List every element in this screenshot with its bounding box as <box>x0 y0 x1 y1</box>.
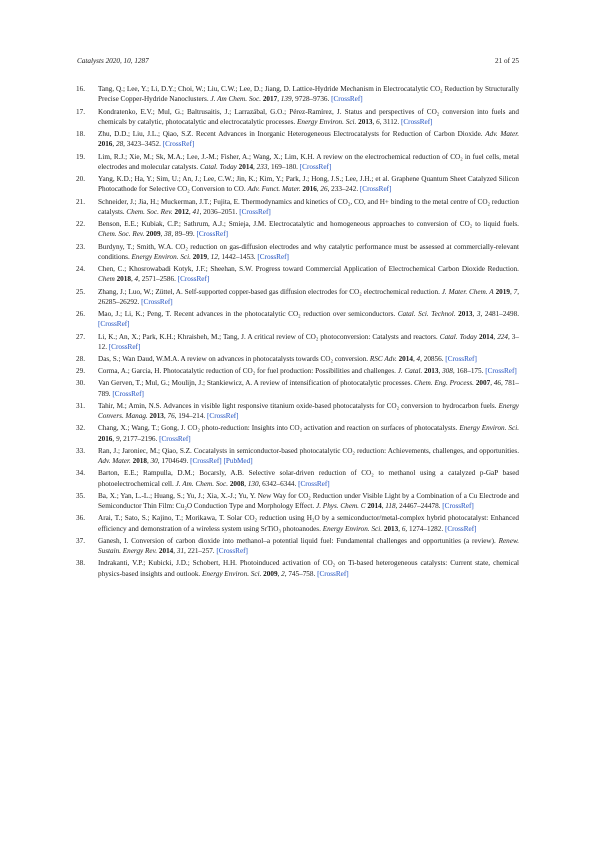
reference-pages: , 9728–9736. <box>291 95 332 104</box>
reference-pages: , 89–99. <box>171 230 197 239</box>
reference-authors: Yang, K.D.; Ha, Y.; Sim, U.; An, J.; Lee, C.W.; Jin, K.; Kim, Y.; Park, J.; Hong, J.S.; Lee, J.H.; et al. <box>98 175 392 183</box>
reference-year: 2009 <box>146 230 161 239</box>
reference-authors: Schneider, J.; Jia, H.; Muckerman, J.T.; Fujita, E. <box>98 197 242 206</box>
reference-volume: 6 <box>376 117 380 126</box>
reference-volume: 233 <box>256 162 268 171</box>
reference-authors: Mao, J.; Li, K.; Peng, T. <box>98 310 174 318</box>
reference-authors: Ran, J.; Jaroniec, M.; Qiao, S.Z. <box>98 446 194 455</box>
reference-pages: , 221–257. <box>184 547 217 556</box>
reference-number: 36. <box>76 514 85 523</box>
reference-item: 25. Zhang, J.; Luo, W.; Züttel, A. Self-supported copper-based gas diffusion electrodes for CO₂ electrochemical reduction. J. Mater. Chem. A 2019, 7, 26285–26292. [CrossRef] <box>76 287 520 306</box>
reference-volume: 7 <box>513 287 518 296</box>
journal-name: Catalysts <box>77 57 104 65</box>
reference-item: 36. Arai, T.; Sato, S.; Kajino, T.; Morikawa, T. Solar CO₂ reduction using H₂O by a semiconductor/metal-complex hybrid photocatalyst: Enhanced efficiency and demonstration of a wireless system using SrTiO₃ photoanodes. Energy Environ. Sci. 2013, 6, 1274–1282. [CrossRef] <box>76 514 519 533</box>
reference-year: 2017 <box>262 95 278 104</box>
reference-title: Advances in visible light responsive titanium oxide-based photocatalysts for CO₂ conversion to hydrocarbon fuels. <box>163 401 499 410</box>
crossref-link[interactable]: [CrossRef] <box>159 434 191 443</box>
reference-item: 34. Barton, E.E.; Rampulla, D.M.; Bocarsly, A.B. Selective solar-driven reduction of CO₂ to methanol using a catalyzed p-GaP based photoelectrochemical cell. J. Am. Chem. Soc. 2008, 130, 6342–6344. [CrossRef] <box>76 469 519 488</box>
reference-number: 22. <box>76 220 85 228</box>
reference-year: 2013 <box>149 412 164 421</box>
reference-item: 24. Chen, C.; Khosrowabadi Kotyk, J.F.; Sheehan, S.W. Progress toward Commercial Application of Electrochemical Carbon Dioxide Reduction. Chem 2018, 4, 2571–2586. [CrossRef] <box>76 265 519 284</box>
reference-year: 2014 <box>238 162 254 171</box>
reference-item: 30. Van Gerven, T.; Mul, G.; Moulijn, J.; Stankiewicz, A. A review of intensification of photocatalytic processes. Chem. Eng. Process. 2007, 46, 781–789. [CrossRef] <box>76 379 520 398</box>
reference-number: 23. <box>76 242 85 251</box>
reference-number: 37. <box>76 536 85 545</box>
reference-authors: Ba, X.; Yan, L.-L.; Huang, S.; Yu, J.; Xia, X.-J.; Yu, Y. <box>98 491 258 500</box>
crossref-link[interactable]: [CrossRef] <box>141 297 173 306</box>
reference-journal: RSC Adv. <box>369 355 397 363</box>
reference-title: Conversion of carbon dioxide into methanol–a potential liquid fuel: Fundamental challenges and opportunities (a review). <box>131 536 499 545</box>
reference-item: 37. Ganesh, I. Conversion of carbon dioxide into methanol–a potential liquid fuel: Fundamental challenges and opportunities (a review). Renew. Sustain. Energy Rev. 2014, 31, 221–257. [CrossRef] <box>76 536 520 556</box>
crossref-link[interactable]: [CrossRef] <box>190 457 222 466</box>
reference-number: 32. <box>76 424 85 433</box>
crossref-link[interactable]: [CrossRef] <box>298 479 330 488</box>
reference-authors: Benson, E.E.; Kubiak, C.P.; Sathrum, A.J.; Smieja, J.M. <box>98 220 269 228</box>
reference-pages: , 1704649. <box>157 457 191 466</box>
reference-title: Photocatalytic reduction of CO₂ for fuel production: Possibilities and challenges. <box>163 367 398 376</box>
reference-pages: , 168–175. <box>452 367 486 376</box>
reference-pages: , 24467–24478. <box>395 502 443 511</box>
reference-pages: , 194–214. <box>174 412 208 421</box>
reference-title: Cocatalysts in semiconductor-based photocatalytic CO₂ reduction: Achievements, challenges, and opportunities. <box>193 446 519 455</box>
running-citation <box>77 57 149 65</box>
reference-item: 17. Kondratenko, E.V.; Mul, G.; Baltrusaitis, J.; Larrazábal, G.O.; Pérez-Ramírez, J. Status and perspectives of CO₂ conversion into fuels and chemicals by catalytic, photocatalytic and electrocatalytic processes. Energy Environ. Sci. 2013, 6, 3112. [CrossRef] <box>76 107 519 126</box>
reference-number: 18. <box>76 130 85 138</box>
reference-journal: Chem. Eng. Process. <box>414 379 474 388</box>
reference-authors: Indrakanti, V.P.; Kubicki, J.D.; Schobert, H.H. <box>98 559 240 568</box>
reference-authors: Tang, Q.; Lee, Y.; Li, D.Y.; Choi, W.; Liu, C.W.; Lee, D.; Jiang, D. <box>98 85 293 93</box>
reference-year: 2007 <box>475 379 491 388</box>
reference-pages: , 233–242. <box>327 185 360 194</box>
reference-volume: 2 <box>281 569 285 578</box>
reference-item: 32. Chang, X.; Wang, T.; Gong, J. CO₂ photo-reduction: Insights into CO₂ activation and reaction on surfaces of photocatalysts. Energy Environ. Sci. 2016, 9, 2177–2196. [CrossRef] <box>76 424 519 443</box>
reference-year: 2018 <box>116 275 131 284</box>
reference-journal: Energy Convers. Manag. <box>98 401 519 421</box>
reference-pages: , 3112. <box>379 117 401 126</box>
crossref-link[interactable]: [CrossRef] <box>207 412 239 421</box>
reference-title: Recent advances in the photocatalytic CO₂ reduction over semiconductors. <box>173 310 398 318</box>
citation-text: 2020, 10, 1287 <box>105 57 149 65</box>
reference-number: 30. <box>76 379 85 388</box>
reference-number: 28. <box>76 355 85 363</box>
reference-item: 26. Mao, J.; Li, K.; Peng, T. Recent advances in the photocatalytic CO₂ reduction over semiconductors. Catal. Sci. Technol. 2013, 3, 2481–2498. [CrossRef] <box>76 310 519 329</box>
crossref-link[interactable]: [CrossRef] <box>196 230 229 239</box>
reference-year: 2016 <box>302 185 317 194</box>
reference-volume: 3 <box>476 310 481 318</box>
reference-year: 2013 <box>383 524 399 533</box>
reference-authors: Das, S.; Wan Daud, W.M.A. <box>98 355 181 363</box>
reference-authors: Chang, X.; Wang, T.; Gong, J. <box>98 424 188 433</box>
reference-number: 16. <box>76 85 85 93</box>
reference-year: 2013 <box>424 367 439 376</box>
crossref-link[interactable]: [CrossRef] <box>444 524 477 533</box>
reference-title: A review on advances in photocatalysts towards CO₂ conversion. <box>180 355 370 363</box>
reference-pages: , 3–12. <box>98 332 519 351</box>
reference-title: Progress toward Commercial Application of Electrochemical Carbon Dioxide Reduction. <box>255 265 519 273</box>
reference-year: 2013 <box>358 117 373 126</box>
reference-volume: 224 <box>497 332 508 341</box>
crossref-link[interactable]: [CrossRef] <box>177 275 210 284</box>
reference-year: 2014 <box>478 332 494 341</box>
reference-journal: Catal. Sci. Technol. <box>397 310 456 318</box>
reference-pages: , 1442–1453. <box>217 252 258 261</box>
reference-number: 26. <box>76 310 85 318</box>
reference-volume: 6 <box>401 524 406 533</box>
reference-journal: Energy Environ. Sci. <box>459 424 519 433</box>
reference-journal: Catal. Today <box>439 332 477 341</box>
reference-journal: J. Mater. Chem. A <box>441 287 494 296</box>
crossref-link[interactable]: [CrossRef] <box>317 569 349 578</box>
reference-year: 2018 <box>132 457 147 466</box>
reference-volume: 46 <box>493 379 502 388</box>
crossref-link[interactable]: [CrossRef] <box>299 162 332 171</box>
reference-title: CO₂ photo-reduction: Insights into CO₂ activation and reaction on surfaces of photocatalysts. <box>187 424 460 433</box>
reference-journal: Chem <box>98 275 115 284</box>
reference-volume: 308 <box>442 367 453 376</box>
reference-authors: Burdyny, T.; Smith, W.A. <box>98 242 176 251</box>
reference-journal: Energy Environ. Sci. <box>131 252 191 261</box>
reference-item: 27. Li, K.; An, X.; Park, K.H.; Khraisheh, M.; Tang, J. A critical review of CO₂ photoconversion: Catalysts and reactors. Catal. Today 2014, 224, 3–12. [CrossRef] <box>76 332 519 351</box>
crossref-link[interactable]: [CrossRef] <box>445 355 477 363</box>
crossref-link[interactable]: [CrossRef] <box>216 547 248 556</box>
reference-year: 2016 <box>98 434 113 443</box>
reference-authors: Ganesh, I. <box>98 536 132 545</box>
reference-pages: , 169–180. <box>267 162 300 171</box>
reference-authors: Chen, C.; Khosrowabadi Kotyk, J.F.; Sheehan, S.W. <box>98 265 256 273</box>
reference-authors: Barton, E.E.; Rampulla, D.M.; Bocarsly, A.B. <box>98 469 249 478</box>
reference-number: 33. <box>76 446 85 455</box>
reference-authors: Arai, T.; Sato, S.; Kajino, T.; Morikawa, T. <box>98 514 227 523</box>
reference-authors: Lim, R.J.; Xie, M.; Sk, M.A.; Lee, J.-M.; Fisher, A.; Wang, X.; Lim, K.H. <box>98 152 317 161</box>
reference-number: 17. <box>76 107 85 116</box>
reference-item: 16. Tang, Q.; Lee, Y.; Li, D.Y.; Choi, W.; Liu, C.W.; Lee, D.; Jiang, D. Lattice-Hydride Mechanism in Electrocatalytic CO₂ Reduction by Structurally Precise Copper-Hydride Nanoclusters. J. Am Chem. Soc. 2017, 139, 9728–9736. [CrossRef] <box>76 85 519 104</box>
reference-year: 2009 <box>263 569 278 578</box>
reference-authors: Corma, A.; Garcia, H. <box>98 367 164 376</box>
reference-year: 2014 <box>367 502 382 511</box>
reference-number: 34. <box>76 469 85 478</box>
reference-number: 24. <box>76 265 85 273</box>
reference-volume: 30 <box>150 457 158 466</box>
reference-pages: , 781–789. <box>98 379 520 398</box>
crossref-link[interactable]: [CrossRef] <box>162 140 195 149</box>
reference-title: CO₂ reduction on gas-diffusion electrodes and why catalytic performance must be assessed at commercially-relevant conditions. <box>98 242 519 261</box>
reference-item: 23. Burdyny, T.; Smith, W.A. CO₂ reduction on gas-diffusion electrodes and why catalytic performance must be assessed at commercially-relevant conditions. Energy Environ. Sci. 2019, 12, 1442–1453. [CrossRef] <box>76 242 519 261</box>
reference-title: Thermodynamics and kinetics of CO₂, CO, and H+ binding to the metal centre of CO₂ reduction catalysts. <box>98 197 519 216</box>
reference-volume: 31 <box>176 547 185 556</box>
reference-title: Self-supported copper-based gas diffusion electrodes for CO₂ electrochemical reduction. <box>184 287 442 296</box>
reference-item: 18. Zhu, D.D.; Liu, J.L.; Qiao, S.Z. Recent Advances in Inorganic Heterogeneous Electrocatalysts for Reduction of Carbon Dioxide. Adv. Mater. 2016, 28, 3423–3452. [CrossRef] <box>76 130 519 149</box>
reference-title: Recent Advances in Inorganic Heterogeneous Electrocatalysts for Reduction of Carbon Dioxide. <box>195 130 486 138</box>
reference-title: Lattice-Hydride Mechanism in Electrocatalytic CO₂ Reduction by Structurally Precise Copper-Hydride Nanoclusters. <box>98 85 519 104</box>
reference-pages: , 2571–2586. <box>138 275 178 284</box>
reference-year: 2019 <box>495 287 510 296</box>
reference-authors: Zhu, D.D.; Liu, J.L.; Qiao, S.Z. <box>98 130 196 138</box>
page-number: 21 of 25 <box>495 57 519 65</box>
reference-year: 2019 <box>192 252 208 261</box>
crossref-link[interactable]: [CrossRef] <box>98 320 130 329</box>
reference-number: 25. <box>76 287 85 296</box>
reference-item: 29. Corma, A.; Garcia, H. Photocatalytic reduction of CO₂ for fuel production: Possibilities and challenges. J. Catal. 2013, 308, 168–175. [CrossRef] <box>76 367 517 376</box>
reference-number: 20. <box>76 175 85 183</box>
reference-journal: J. Am. Chem. Soc. <box>175 479 229 488</box>
crossref-link[interactable]: [CrossRef] <box>257 252 289 261</box>
reference-item: 22. Benson, E.E.; Kubiak, C.P.; Sathrum, A.J.; Smieja, J.M. Electrocatalytic and homogeneous approaches to conversion of CO₂ to liquid fuels. Chem. Soc. Rev. 2009, 38, 89–99. [CrossRef] <box>76 220 519 239</box>
reference-number: 21. <box>76 197 85 206</box>
reference-title: New Way for CO₂ Reduction under Visible Light by a Combination of a Cu Electrode and Semiconductor Thin Film: Cu₂O Conduction Type and Morphology Effect. <box>98 491 519 511</box>
crossref-link[interactable]: [CrossRef] <box>331 95 363 104</box>
reference-volume: 12 <box>210 252 218 261</box>
reference-pages: , 1274–1282. <box>405 524 445 533</box>
reference-year: 2016 <box>98 140 113 149</box>
crossref-link[interactable]: [CrossRef] <box>239 207 271 216</box>
reference-pages: , 6342–6344. <box>258 479 299 488</box>
page-header <box>77 57 519 65</box>
reference-item: 33. Ran, J.; Jaroniec, M.; Qiao, S.Z. Cocatalysts in semiconductor-based photocatalytic CO₂ reduction: Achievements, challenges, and opportunities. Adv. Mater. 2018, 30, 1704649. [CrossRef] [PubMed] <box>76 446 519 466</box>
reference-pages: , 2481–2498. <box>480 310 519 318</box>
reference-number: 38. <box>76 559 85 568</box>
reference-item: 31. Tahir, M.; Amin, N.S. Advances in visible light responsive titanium oxide-based photocatalysts for CO₂ conversion to hydrocarbon fuels. Energy Convers. Manag. 2013, 76, 194–214. [CrossRef] <box>76 401 519 421</box>
crossref-link[interactable]: [CrossRef] <box>359 185 392 194</box>
reference-pages: , 745–758. <box>284 569 318 578</box>
reference-journal: J. Phys. Chem. C <box>316 502 366 511</box>
reference-year: 2014 <box>158 547 174 556</box>
reference-year: 2008 <box>229 479 245 488</box>
reference-volume: 38 <box>164 230 172 239</box>
reference-volume: 4 <box>416 355 421 363</box>
reference-year: 2014 <box>398 355 413 363</box>
reference-volume: 4 <box>134 275 139 284</box>
reference-title: A review on the electrochemical reduction of CO₂ in fuel cells, metal electrodes and molecular catalysts. <box>98 152 519 171</box>
reference-pages: , 3423–3452. <box>123 140 163 149</box>
reference-authors: Tahir, M.; Amin, N.S. <box>98 401 164 410</box>
reference-year: 2012 <box>174 207 189 216</box>
reference-number: 19. <box>76 152 85 161</box>
reference-title: Graphene Quantum Sheet Catalyzed Silicon Photocathode for Selective CO₂ Conversion to CO. <box>98 175 519 194</box>
reference-journal: Energy Environ. Sci. <box>202 569 262 578</box>
reference-journal: J. Catal. <box>397 367 423 376</box>
reference-volume: 139 <box>280 95 292 104</box>
reference-volume: 76 <box>167 412 175 421</box>
reference-item: 20. Yang, K.D.; Ha, Y.; Sim, U.; An, J.; Lee, C.W.; Jin, K.; Kim, Y.; Park, J.; Hong, J.S.; Lee, J.H.; et al. Graphene Quantum Sheet Catalyzed Silicon Photocathode for Selective CO₂ Conversion to CO. Adv. Funct. Mater. 2016, 26, 233–242. [CrossRef] <box>76 175 519 194</box>
reference-volume: 28 <box>115 140 124 149</box>
reference-volume: 26 <box>320 185 328 194</box>
reference-item: 28. Das, S.; Wan Daud, W.M.A. A review on advances in photocatalysts towards CO₂ conversion. RSC Adv. 2014, 4, 20856. [CrossRef] <box>76 355 477 363</box>
reference-pages: , 26285–26292. <box>98 287 520 306</box>
crossref-link[interactable]: [CrossRef] <box>112 389 144 398</box>
reference-pages: , 2177–2196. <box>119 434 160 443</box>
reference-title: Selective solar-driven reduction of CO₂ to methanol using a catalyzed p-GaP based photoelectrochemical cell. <box>98 469 519 488</box>
reference-year: 2013 <box>458 310 473 318</box>
reference-journal: Renew. Sustain. Energy Rev. <box>98 536 520 556</box>
crossref-link[interactable]: [CrossRef] <box>442 502 474 511</box>
reference-journal: J. Am Chem. Soc. <box>210 95 262 104</box>
reference-journal: Chem. Soc. Rev. <box>126 207 173 216</box>
crossref-link[interactable]: [CrossRef] <box>485 367 517 376</box>
reference-volume: 130 <box>247 479 259 488</box>
reference-authors: Kondratenko, E.V.; Mul, G.; Baltrusaitis, J.; Larrazábal, G.O.; Pérez-Ramírez, J. <box>98 107 345 116</box>
reference-journal: Adv. Mater. <box>485 130 519 138</box>
reference-number: 35. <box>76 491 85 500</box>
reference-pages: , 20856. <box>420 355 446 363</box>
reference-volume: 118 <box>385 502 396 511</box>
reference-pages: , 2036–2051. <box>199 207 240 216</box>
reference-journal: Chem. Soc. Rev. <box>98 230 145 239</box>
crossref-link[interactable]: [CrossRef] <box>400 117 433 126</box>
reference-authors: Van Gerven, T.; Mul, G.; Moulijn, J.; Stankiewicz, A. <box>98 379 254 388</box>
reference-volume: 41 <box>192 207 200 216</box>
reference-list <box>76 84 519 581</box>
reference-volume: 9 <box>115 434 120 443</box>
reference-title: A critical review of CO₂ photoconversion: Catalysts and reactors. <box>247 332 440 341</box>
reference-title: A review of intensification of photocatalytic processes. <box>253 379 415 388</box>
reference-journal: Energy Environ. Sci. <box>296 117 357 126</box>
reference-title: Photoinduced activation of CO₂ on Ti-based heterogeneous catalysts: Current state, chemical physics-based insights and outlook. <box>98 559 520 578</box>
reference-item: 35. Ba, X.; Yan, L.-L.; Huang, S.; Yu, J.; Xia, X.-J.; Yu, Y. New Way for CO₂ Reduction under Visible Light by a Combination of a Cu Electrode and Semiconductor Thin Film: Cu₂O Conduction Type and Morphology Effect. J. Phys. Chem. C 2014, 118, 24467–24478. [CrossRef] <box>76 491 519 511</box>
reference-item: 19. Lim, R.J.; Xie, M.; Sk, M.A.; Lee, J.-M.; Fisher, A.; Wang, X.; Lim, K.H. A review on the electrochemical reduction of CO₂ in fuel cells, metal electrodes and molecular catalysts. Catal. Today 2014, 233, 169–180. [CrossRef] <box>76 152 519 171</box>
reference-journal: Adv. Funct. Mater. <box>247 185 301 194</box>
reference-title: Status and perspectives of CO₂ conversion into fuels and chemicals by catalytic, photocatalytic and electrocatalytic processes. <box>98 107 519 126</box>
reference-item: 38. Indrakanti, V.P.; Kubicki, J.D.; Schobert, H.H. Photoinduced activation of CO₂ on Ti-based heterogeneous catalysts: Current state, chemical physics-based insights and outlook. Energy Environ. Sci. 2009, 2, 745–758. [CrossRef] <box>76 559 520 578</box>
reference-journal: Energy Environ. Sci. <box>322 524 383 533</box>
crossref-link[interactable]: [PubMed] <box>223 457 253 466</box>
reference-journal: Adv. Mater. <box>98 457 131 466</box>
reference-journal: Catal. Today <box>199 162 237 171</box>
reference-title: Electrocatalytic and homogeneous approaches to conversion of CO₂ to liquid fuels. <box>268 220 519 228</box>
reference-item: 21. Schneider, J.; Jia, H.; Muckerman, J.T.; Fujita, E. Thermodynamics and kinetics of CO₂, CO, and H+ binding to the metal centre of CO₂ reduction catalysts. Chem. Soc. Rev. 2012, 41, 2036–2051. [CrossRef] <box>76 197 519 216</box>
crossref-link[interactable]: [CrossRef] <box>108 342 141 351</box>
reference-authors: Li, K.; An, X.; Park, K.H.; Khraisheh, M.; Tang, J. <box>98 332 248 341</box>
reference-number: 29. <box>76 367 85 376</box>
reference-number: 31. <box>76 401 85 410</box>
reference-title: Solar CO₂ reduction using H₂O by a semiconductor/metal-complex hybrid photocatalyst: Enhanced efficiency and demonstration of a wireless system using SrTiO₃ photoanodes. <box>98 514 519 533</box>
reference-number: 27. <box>76 332 85 341</box>
reference-authors: Zhang, J.; Luo, W.; Züttel, A. <box>98 287 185 296</box>
